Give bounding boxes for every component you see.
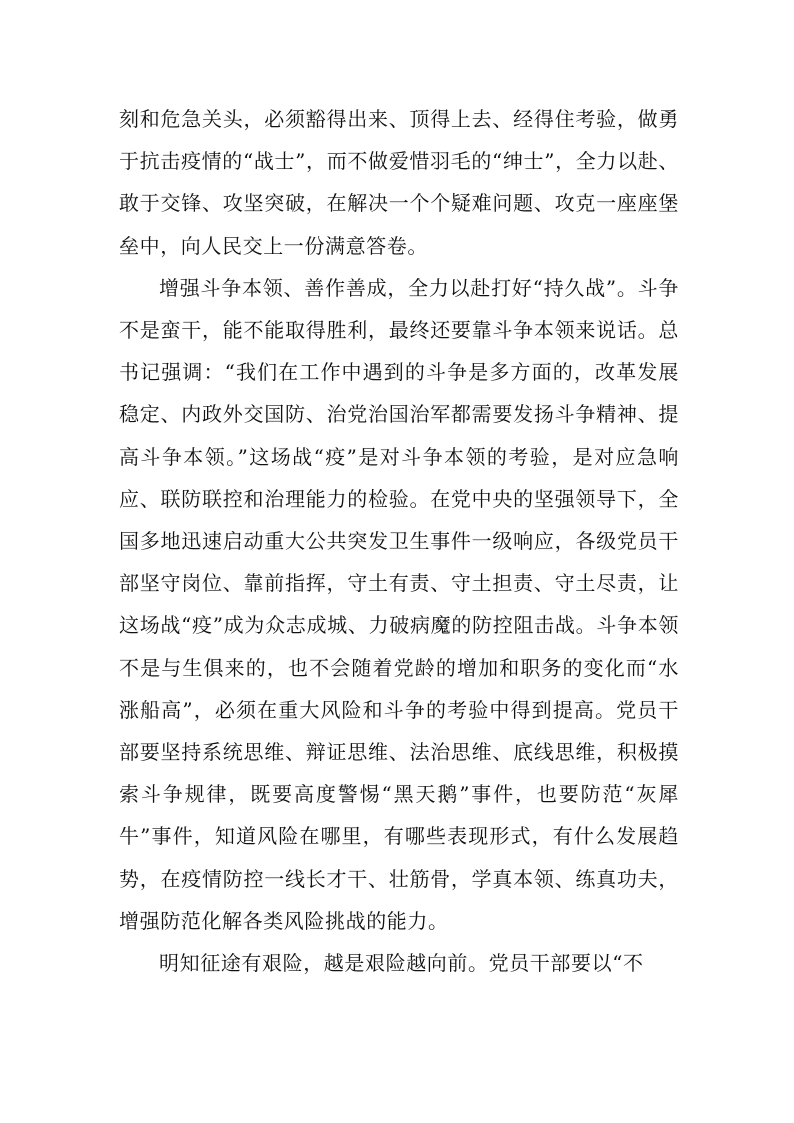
paragraph-closing: 明知征途有艰险，越是艰险越向前。党员干部要以“不	[159, 951, 644, 976]
paragraph-struggle-skills: 增强斗争本领、善作善成，全力以赴打好“持久战”。斗争不是蛮干，能不能取得胜利，最终还要靠斗争本领来说话。总书记强调：“我们在工作中遇到的斗争是多方面的，改革发展稳定、内政外交国防、治党治国治军都需要发扬斗争精神、提高斗争本领。”这场战“疫”是对斗争本领的考验，是对应急响应、联防联控和治理能力的检验。在党中央的坚强领导下，全国多地迅速启动重大公共突发卫生事件一级响应，各级党员干部坚守岗位、靠前指挥，守土有责、守土担责、守土尽责，让这场战“疫”成为众志成城、力破病魔的防控阻击战。斗争本领不是与生俱来的，也不会随着党龄的增加和职务的变化而“水涨船高”，必须在重大风险和斗争的考验中得到提高。党员干部要坚持系统思维、辩证思维、法治思维、底线思维，积极摸索斗争规律，既要高度警惕“黑天鹅”事件，也要防范“灰犀牛”事件，知道风险在哪里，有哪些表现形式，有什么发展趋势，在疫情防控一线长才干、壮筋骨，学真本领、练真功夫，增强防范化解各类风险挑战的能力。	[119, 275, 679, 933]
paragraph-continuation: 刻和危急关头，必须豁得出来、顶得上去、经得住考验，做勇于抗击疫情的“战士”，而不做爱惜羽毛的“绅士”，全力以赴、敢于交锋、攻坚突破，在解决一个个疑难问题、攻克一座座堡垒中，向人民交上一份满意答卷。	[119, 107, 679, 258]
document-body	[119, 98, 679, 984]
